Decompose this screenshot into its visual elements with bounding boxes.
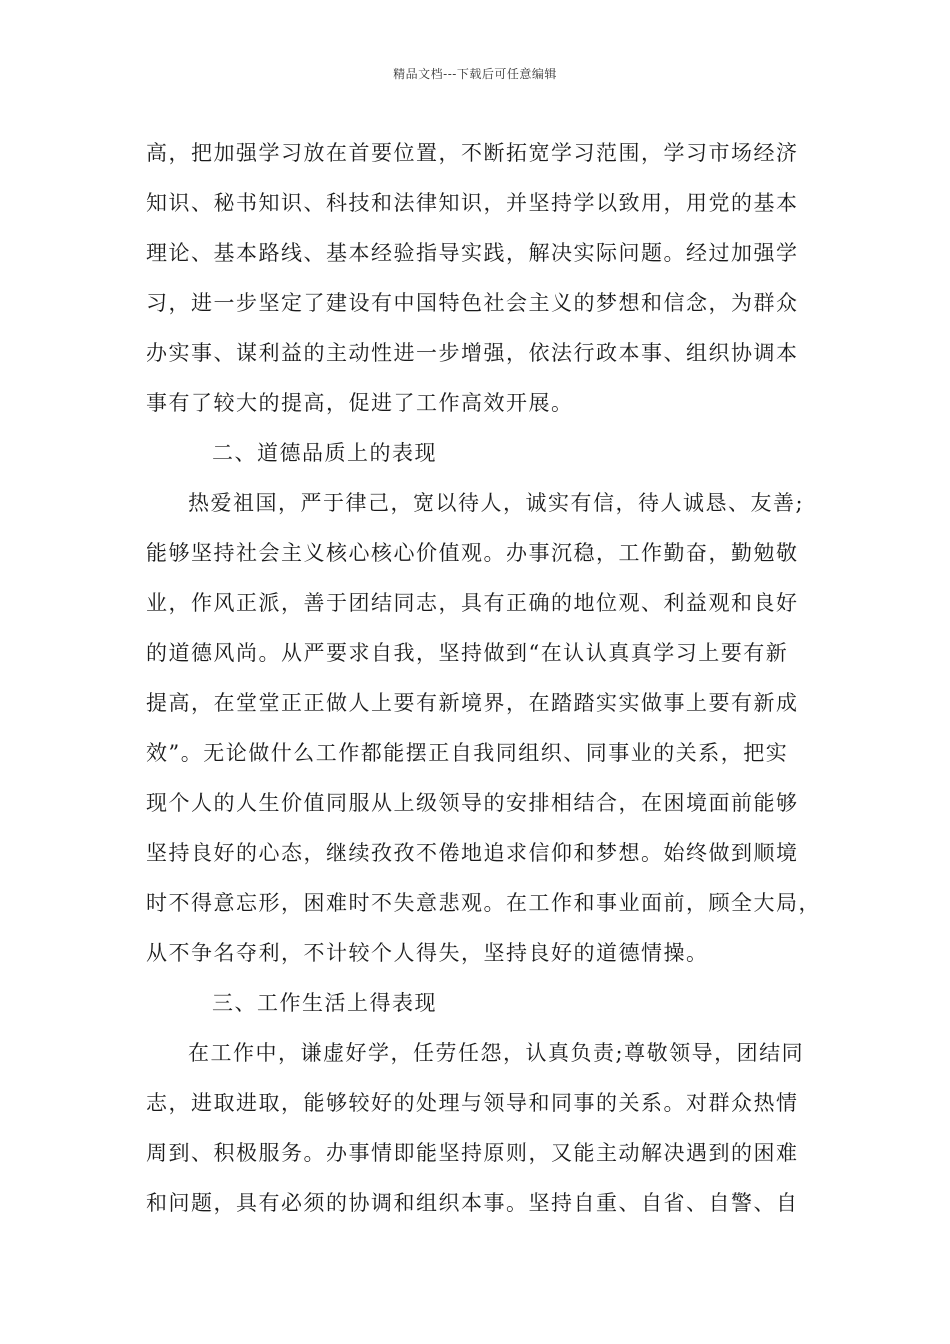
paragraph-line: 志，进取进取，能够较好的处理与领导和同事的关系。对群众热情 [146, 1091, 799, 1115]
paragraph-line: 的道德风尚。从严要求自我，坚持做到“在认认真真学习上要有新 [146, 641, 789, 665]
paragraph-line: 习，进一步坚定了建设有中国特色社会主义的梦想和信念，为群众 [146, 291, 799, 315]
paragraph-line: 热爱祖国，严于律己，宽以待人，诚实有信，待人诚恳、友善; [188, 491, 805, 515]
document-body [146, 128, 826, 1228]
page-header: 精品文档---下载后可任意编辑 [393, 67, 557, 81]
paragraph-line: 周到、积极服务。办事情即能坚持原则，又能主动解决遇到的困难 [146, 1141, 799, 1165]
paragraph-line: 效”。无论做什么工作都能摆正自我同组织、同事业的关系，把实 [146, 741, 789, 765]
paragraph-line: 时不得意忘形，困难时不失意悲观。在工作和事业面前，顾全大局， [146, 891, 821, 915]
paragraph-line: 高，把加强学习放在首要位置，不断拓宽学习范围，学习市场经济 [146, 141, 799, 165]
paragraph-line: 提高，在堂堂正正做人上要有新境界，在踏踏实实做事上要有新成 [146, 691, 799, 715]
section-heading: 二、道德品质上的表现 [212, 441, 437, 465]
paragraph-line: 理论、基本路线、基本经验指导实践，解决实际问题。经过加强学 [146, 241, 799, 265]
paragraph-line: 业，作风正派，善于团结同志，具有正确的地位观、利益观和良好 [146, 591, 799, 615]
paragraph-line: 知识、秘书知识、科技和法律知识，并坚持学以致用，用党的基本 [146, 191, 799, 215]
paragraph-line: 从不争名夺利，不计较个人得失，坚持良好的道德情操。 [146, 941, 709, 965]
section-heading: 三、工作生活上得表现 [212, 991, 437, 1015]
paragraph-line: 办实事、谋利益的主动性进一步增强，依法行政本事、组织协调本 [146, 341, 799, 365]
paragraph-line: 能够坚持社会主义核心核心价值观。办事沉稳，工作勤奋，勤勉敬 [146, 541, 799, 565]
paragraph-line: 事有了较大的提高，促进了工作高效开展。 [146, 391, 574, 415]
paragraph-line: 在工作中，谦虚好学，任劳任怨，认真负责;尊敬领导，团结同 [188, 1041, 805, 1065]
paragraph-line: 坚持良好的心态，继续孜孜不倦地追求信仰和梦想。始终做到顺境 [146, 841, 799, 865]
paragraph-line: 和问题，具有必须的协调和组织本事。坚持自重、自省、自警、自 [146, 1191, 799, 1215]
paragraph-line: 现个人的人生价值同服从上级领导的安排相结合，在困境面前能够 [146, 791, 799, 815]
